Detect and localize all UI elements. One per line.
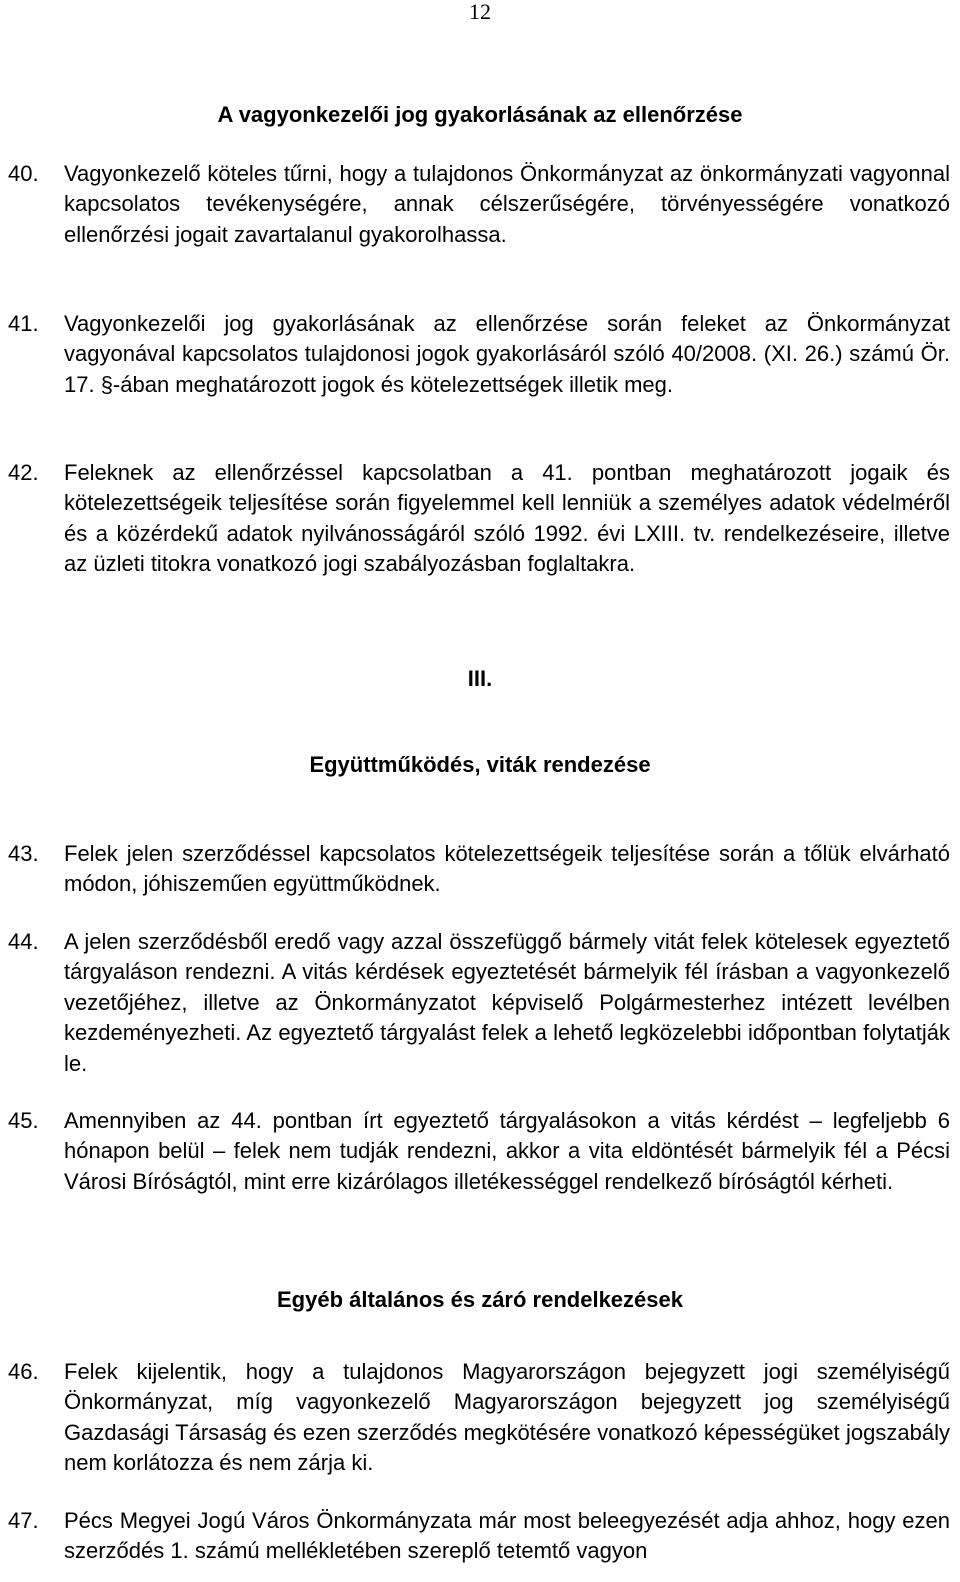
paragraph-number: 41. <box>8 311 39 336</box>
paragraph-text: Felek jelen szerződéssel kapcsolatos kötelezettségeik teljesítése során a tőlük elvárható módon, jóhiszeműen együttműködnek. <box>64 841 950 897</box>
paragraph-text: Amennyiben az 44. pontban írt egyeztető tárgyalásokon a vitás kérdést – legfeljebb 6 hónapon belül – felek nem tudják rendezni, akkor a vita eldöntését bármelyik fél a Pécsi Városi Bíróságtól, mint erre kizárólagos illetékességgel rendelkező bíróságtól kérheti. <box>64 1108 950 1194</box>
paragraph-42 <box>8 458 950 580</box>
paragraph-46 <box>8 1357 950 1479</box>
paragraph-text: Pécs Megyei Jogú Város Önkormányzata már most beleegyezését adja ahhoz, hogy ezen szerződés 1. számú mellékletében szereplő tetemtő vagyon <box>64 1508 950 1564</box>
page-number: 12 <box>469 0 491 24</box>
paragraph-number: 42. <box>8 460 39 485</box>
paragraph-44 <box>8 927 950 1079</box>
paragraph-40 <box>8 159 950 250</box>
paragraph-number: 46. <box>8 1359 39 1384</box>
paragraph-47 <box>8 1506 950 1567</box>
paragraph-text: Feleknek az ellenőrzéssel kapcsolatban a 41. pontban meghatározott jogaik és kötelezettségeik teljesítése során figyelemmel kell lenniük a személyes adatok védelméről és a közérdekű adatok nyilvánosságáról szóló 1992. évi LXIII. tv. rendelkezéseire, illetve az üzleti titokra vonatkozó jogi szabályozásban foglaltakra. <box>64 460 950 577</box>
paragraph-text: Vagyonkezelői jog gyakorlásának az ellenőrzése során feleket az Önkormányzat vagyonával kapcsolatos tulajdonosi jogok gyakorlásáról szóló 40/2008. (XI. 26.) számú Ör. 17. §-ában meghatározott jogok és kötelezettségek illetik meg. <box>64 311 950 397</box>
section-title-final: Egyéb általános és záró rendelkezések <box>277 1287 683 1312</box>
paragraph-number: 40. <box>8 161 39 186</box>
paragraph-41 <box>8 309 950 400</box>
paragraph-number: 45. <box>8 1108 39 1133</box>
section-roman-numeral: III. <box>467 666 493 691</box>
paragraph-number: 47. <box>8 1508 39 1533</box>
section-title-control: A vagyonkezelői jog gyakorlásának az ellenőrzése <box>217 102 743 127</box>
paragraph-number: 43. <box>8 841 39 866</box>
paragraph-text: Felek kijelentik, hogy a tulajdonos Magyarországon bejegyzett jogi személyiségű Önkormányzat, míg vagyonkezelő Magyarországon bejegyzett jog személyiségű Gazdasági Társaság és ezen szerződés megkötésére vonatkozó képességüket jogszabály nem korlátozza és nem zárja ki. <box>64 1359 950 1476</box>
paragraph-text: A jelen szerződésből eredő vagy azzal összefüggő bármely vitát felek kötelesek egyeztető tárgyaláson rendezni. A vitás kérdések egyeztetését bármelyik fél írásban a vagyonkezelő vezetőjéhez, illetve az Önkormányzatot képviselő Polgármesterhez intézett levélben kezdeményezheti. Az egyeztető tárgyalást felek a lehető legközelebbi időpontban folytatják le. <box>64 929 950 1076</box>
paragraph-text: Vagyonkezelő köteles tűrni, hogy a tulajdonos Önkormányzat az önkormányzati vagyonnal kapcsolatos tevékenységére, annak célszerűségére, törvényességére vonatkozó ellenőrzési jogait zavartalanul gyakorolhassa. <box>64 161 950 247</box>
section-title-cooperation: Együttműködés, viták rendezése <box>309 752 651 777</box>
paragraph-number: 44. <box>8 929 39 954</box>
paragraph-43 <box>8 839 950 900</box>
paragraph-45 <box>8 1106 950 1197</box>
